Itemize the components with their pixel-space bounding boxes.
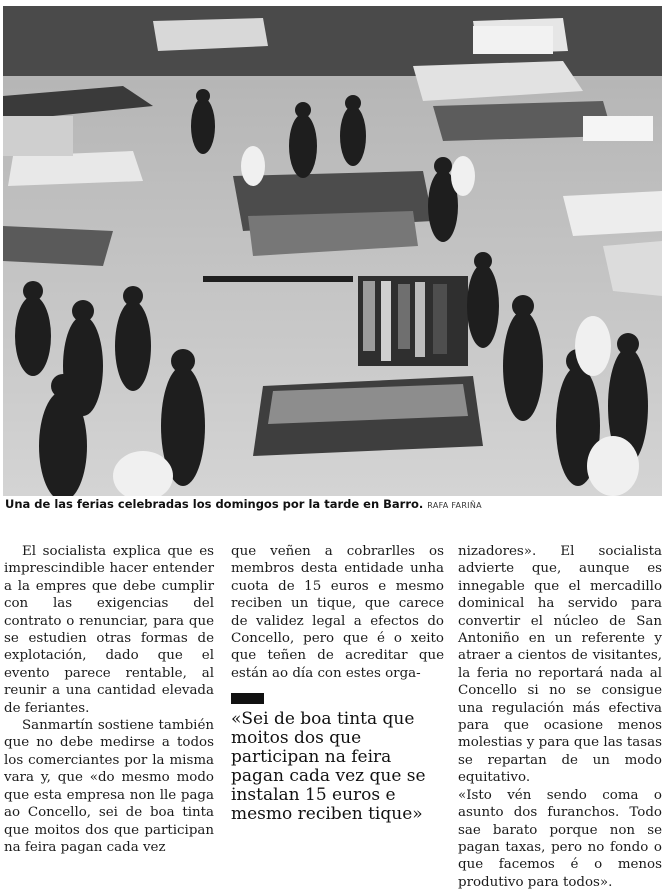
paragraph: que veñen a cobrarlles os membros desta entidade unha cuota de 15 euros e mesmo reciben un tique, que carece de validez legal a efectos do Concello, pero que é o xeito que teñen de acreditar que están ao día con estes orga- (231, 544, 444, 681)
paragraph: nizadores». El socialista advierte que, aunque es innegable que el mercadillo dominical ha servido para convertir el núcleo de San Antoniño en un referente y atraer a cientos de visitantes, la feria no reportará nada al Concello si no se consigue una regulación más efectiva para que ocasione menos molestias y para que las tasas se repartan de un modo equitativo. (458, 544, 662, 786)
photo-caption (5, 497, 482, 511)
photo-caption-bar (3, 496, 662, 514)
paragraph: El socialista explica que es imprescindible hacer entender a la empres que debe cumplir con las exigencias del contrato o renunciar, para que se estudien otras formas de explotación, dado que el evento parece rentable, al reunir a una cantidad elevada de feriantes. (4, 544, 214, 716)
pull-quote-bar (231, 693, 264, 704)
article-column-3 (458, 543, 662, 891)
paragraph: «Isto vén sendo coma o asunto dos furanchos. Todo sae barato porque non se pagan taxas, pero no fondo o que facemos é o menos produtivo para todos». (458, 787, 662, 890)
article-column-2 (231, 543, 444, 682)
photo-image (3, 6, 662, 496)
market-photo (3, 6, 662, 496)
paragraph: Sanmartín sostiene también que no debe medirse a todos los comerciantes por la misma vara y, que «do mesmo modo que esta empresa non lle paga ao Concello, sei de boa tinta que moitos dos que participan na feira pagan cada vez (4, 718, 214, 855)
caption-text: Una de las ferias celebradas los domingos por la tarde en Barro. (5, 497, 424, 511)
pull-quote (231, 693, 444, 824)
photo-credit: RAFA FARIÑA (427, 501, 482, 510)
pull-quote-text: «Sei de boa tinta que moitos dos que participan na feira pagan cada vez que se instalan 15 euros e mesmo reciben tique» (231, 709, 426, 824)
article-column-1 (4, 543, 214, 856)
